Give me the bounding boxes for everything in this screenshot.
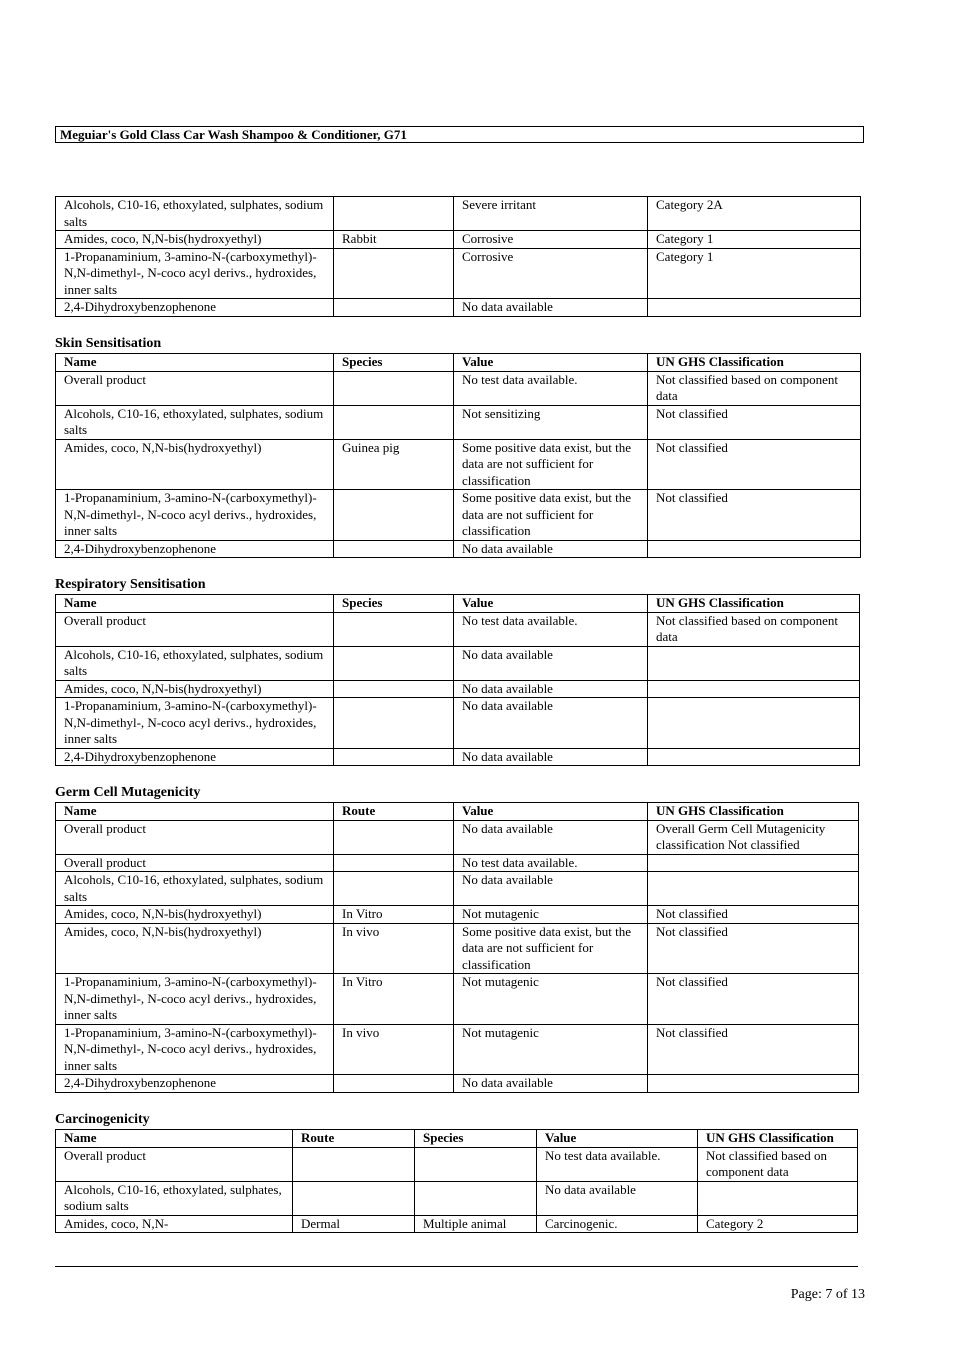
table-row [56,1075,859,1093]
eye-irritation-table [55,196,861,317]
column-header: Name [56,1130,293,1148]
table-cell: 1-Propanaminium, 3-amino-N-(carboxymethyl)-N,N-dimethyl-, N-coco acyl derivs., hydroxides, inner salts [56,248,334,299]
table-header-row [56,1130,858,1148]
table-cell: Alcohols, C10-16, ethoxylated, sulphates, sodium salts [56,646,334,680]
respiratory-sensitisation-table [55,594,860,766]
column-header: Name [56,595,334,613]
table-cell: No data available [454,748,648,766]
table-cell [334,698,454,749]
table-cell [334,820,454,854]
table-cell: Overall product [56,612,334,646]
table-cell: Overall product [56,854,334,872]
table-row [56,1147,858,1181]
table-row [56,1215,858,1233]
table-cell: No data available [454,1075,648,1093]
table-cell [334,680,454,698]
table-row [56,439,861,490]
table-cell: Not sensitizing [454,405,648,439]
table-cell: Overall product [56,1147,293,1181]
column-header: Value [454,803,648,821]
section-title-carcinogenicity: Carcinogenicity [55,1112,150,1127]
table-cell: In vivo [334,1024,454,1075]
table-row [56,197,861,231]
section-title-respiratory-sensitisation: Respiratory Sensitisation [55,577,206,592]
table-cell: No data available [454,820,648,854]
table-cell [415,1181,537,1215]
table-cell [648,646,860,680]
column-header: Name [56,803,334,821]
table-cell [334,299,454,317]
column-header: UN GHS Classification [648,595,860,613]
table-cell: Not classified [648,974,859,1025]
table-cell: Amides, coco, N,N-bis(hydroxyethyl) [56,923,334,974]
table-cell [334,371,454,405]
table-cell: Some positive data exist, but the data are not sufficient for classification [454,923,648,974]
table-cell: Not classified [648,906,859,924]
table-cell: Overall Germ Cell Mutagenicity classification Not classified [648,820,859,854]
table-cell: No test data available. [537,1147,698,1181]
table-cell [334,854,454,872]
column-header: Value [454,595,648,613]
column-header: Species [334,595,454,613]
table-cell: Alcohols, C10-16, ethoxylated, sulphates, sodium salts [56,197,334,231]
table-cell: In Vitro [334,974,454,1025]
table-cell: Corrosive [454,248,648,299]
table-cell [334,197,454,231]
column-header: Name [56,354,334,372]
table-row [56,906,859,924]
table-cell [648,698,860,749]
table-cell: Amides, coco, N,N-bis(hydroxyethyl) [56,439,334,490]
column-header: UN GHS Classification [698,1130,858,1148]
document-header: Meguiar's Gold Class Car Wash Shampoo & Conditioner, G71 [55,126,864,143]
table-row [56,612,860,646]
table-cell: No test data available. [454,854,648,872]
table-row [56,872,859,906]
table-cell [648,872,859,906]
table-cell: Amides, coco, N,N-bis(hydroxyethyl) [56,231,334,249]
table-cell: Not classified based on component data [648,371,861,405]
table-cell [334,405,454,439]
table-cell: Not classified based on component data [698,1147,858,1181]
table-cell: Not mutagenic [454,1024,648,1075]
table-cell: Category 1 [648,248,861,299]
table-row [56,231,861,249]
table-row [56,923,859,974]
table-cell [648,680,860,698]
table-cell: 1-Propanaminium, 3-amino-N-(carboxymethyl)-N,N-dimethyl-, N-coco acyl derivs., hydroxides, inner salts [56,974,334,1025]
table-cell: Category 2 [698,1215,858,1233]
table-cell: Guinea pig [334,439,454,490]
table-row [56,974,859,1025]
table-row [56,1024,859,1075]
table-header-row [56,803,859,821]
table-row [56,820,859,854]
table-cell [334,1075,454,1093]
table-cell [648,540,861,558]
column-header: UN GHS Classification [648,354,861,372]
table-row [56,490,861,541]
table-cell: No data available [454,299,648,317]
table-cell [648,748,860,766]
table-cell: Not classified based on component data [648,612,860,646]
table-cell: 2,4-Dihydroxybenzophenone [56,299,334,317]
table-cell: Overall product [56,820,334,854]
table-row [56,748,860,766]
table-header-row [56,354,861,372]
table-cell: No test data available. [454,612,648,646]
table-row [56,680,860,698]
section-title-germ-cell-mutagenicity: Germ Cell Mutagenicity [55,785,201,800]
table-cell: Rabbit [334,231,454,249]
table-cell: No data available [454,698,648,749]
table-cell: 2,4-Dihydroxybenzophenone [56,1075,334,1093]
table-cell: Dermal [293,1215,415,1233]
table-cell [334,646,454,680]
table-header-row [56,595,860,613]
table-cell: 1-Propanaminium, 3-amino-N-(carboxymethyl)-N,N-dimethyl-, N-coco acyl derivs., hydroxides, inner salts [56,1024,334,1075]
table-row [56,299,861,317]
section-title-skin-sensitisation: Skin Sensitisation [55,336,162,351]
column-header: UN GHS Classification [648,803,859,821]
table-cell: Severe irritant [454,197,648,231]
table-cell: Alcohols, C10-16, ethoxylated, sulphates, sodium salts [56,1181,293,1215]
carcinogenicity-table [55,1129,858,1233]
table-cell: Not classified [648,923,859,974]
table-cell: No test data available. [454,371,648,405]
table-cell [334,612,454,646]
table-cell: No data available [454,872,648,906]
table-cell [415,1147,537,1181]
column-header: Route [334,803,454,821]
table-row [56,405,861,439]
table-cell [648,299,861,317]
table-row [56,698,860,749]
table-row [56,371,861,405]
table-cell: Not classified [648,405,861,439]
table-cell: Multiple animal [415,1215,537,1233]
table-cell: Some positive data exist, but the data are not sufficient for classification [454,490,648,541]
table-cell: Some positive data exist, but the data are not sufficient for classification [454,439,648,490]
column-header: Species [334,354,454,372]
table-cell: Not classified [648,439,861,490]
column-header: Species [415,1130,537,1148]
table-cell: Amides, coco, N,N-bis(hydroxyethyl) [56,906,334,924]
skin-sensitisation-table [55,353,861,558]
table-cell: Not mutagenic [454,906,648,924]
table-cell: 2,4-Dihydroxybenzophenone [56,540,334,558]
table-cell: Corrosive [454,231,648,249]
table-cell: Overall product [56,371,334,405]
column-header: Route [293,1130,415,1148]
table-cell: 2,4-Dihydroxybenzophenone [56,748,334,766]
table-cell: In vivo [334,923,454,974]
table-cell [334,248,454,299]
germ-cell-mutagenicity-table [55,802,859,1093]
table-cell [293,1147,415,1181]
table-cell [334,540,454,558]
table-row [56,540,861,558]
table-cell: Alcohols, C10-16, ethoxylated, sulphates, sodium salts [56,872,334,906]
table-cell [334,490,454,541]
footer-divider [55,1266,858,1267]
table-cell: No data available [537,1181,698,1215]
column-header: Value [454,354,648,372]
table-cell [293,1181,415,1215]
table-cell [334,748,454,766]
table-row [56,1181,858,1215]
table-cell: Amides, coco, N,N- [56,1215,293,1233]
table-cell: No data available [454,540,648,558]
table-cell [698,1181,858,1215]
table-cell: No data available [454,680,648,698]
table-cell: Not classified [648,490,861,541]
table-cell: 1-Propanaminium, 3-amino-N-(carboxymethyl)-N,N-dimethyl-, N-coco acyl derivs., hydroxides, inner salts [56,698,334,749]
table-row [56,646,860,680]
table-cell: Amides, coco, N,N-bis(hydroxyethyl) [56,680,334,698]
table-cell: Not classified [648,1024,859,1075]
table-cell [334,872,454,906]
table-row [56,854,859,872]
table-cell [648,1075,859,1093]
page-number: Page: 7 of 13 [790,1287,865,1302]
table-cell: Alcohols, C10-16, ethoxylated, sulphates, sodium salts [56,405,334,439]
table-cell: In Vitro [334,906,454,924]
column-header: Value [537,1130,698,1148]
table-cell [648,854,859,872]
table-cell: Category 2A [648,197,861,231]
table-cell: 1-Propanaminium, 3-amino-N-(carboxymethyl)-N,N-dimethyl-, N-coco acyl derivs., hydroxides, inner salts [56,490,334,541]
table-cell: Not mutagenic [454,974,648,1025]
table-cell: No data available [454,646,648,680]
table-row [56,248,861,299]
table-cell: Category 1 [648,231,861,249]
table-cell: Carcinogenic. [537,1215,698,1233]
